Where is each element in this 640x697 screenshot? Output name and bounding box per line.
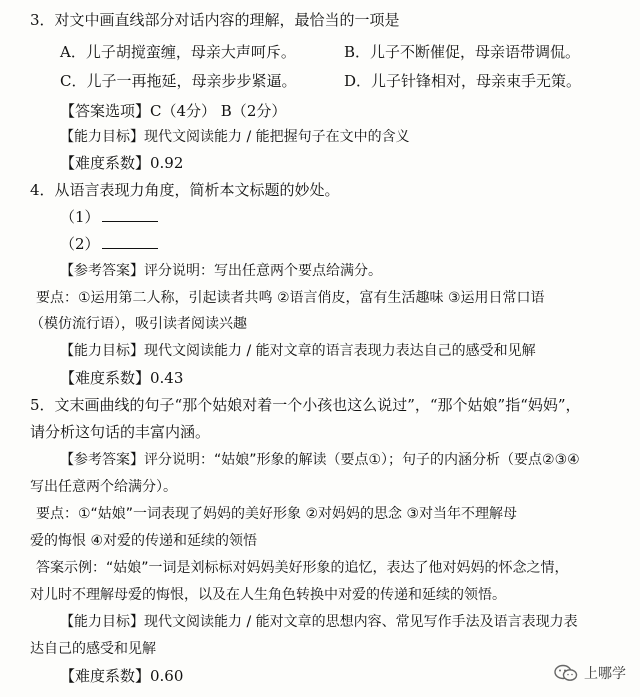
q4-blank-1 [60, 207, 158, 227]
watermark-text: 上哪学 [584, 666, 626, 682]
q3-option-d: D．儿子针锋相对，母亲束手无策。 [344, 72, 582, 90]
q5-example-line-1: 答案示例：“姑娘”一词是刘标标对妈妈美好形象的追忆，表达了他对妈妈的怀念之情， [36, 560, 569, 576]
q3-option-b: B．儿子不断催促，母亲语带调侃。 [344, 43, 581, 61]
answer-blank-line [102, 234, 158, 249]
watermark [554, 663, 626, 683]
q5-ability-line-2: 达自己的感受和见解 [30, 641, 156, 657]
q3-option-c: C．儿子一再拖延，母亲步步紧逼。 [60, 72, 297, 90]
q4-points-line-2: （模仿流行语），吸引读者阅读兴趣 [30, 316, 247, 332]
q4-blank-1-label: （1） [60, 208, 100, 226]
q5-ability-line-1: 【能力目标】现代文阅读能力 / 能对文章的思想内容、常见写作手法及语言表现力表 [60, 614, 578, 630]
q5-reference-line-1: 【参考答案】评分说明：“姑娘”形象的解读（要点①）；句子的内涵分析（要点②③④ [60, 452, 580, 468]
q5-stem-line-2: 请分析这句话的丰富内涵。 [30, 423, 211, 441]
q4-blank-2-label: （2） [60, 235, 100, 253]
q3-difficulty: 【难度系数】0.92 [60, 154, 184, 172]
q5-difficulty: 【难度系数】0.60 [60, 667, 184, 685]
q4-difficulty: 【难度系数】0.43 [60, 369, 184, 387]
q3-option-a: A．儿子胡搅蛮缠，母亲大声呵斥。 [60, 43, 296, 61]
q5-points-line-1: 要点：①“姑娘”一词表现了妈妈的美好形象 ②对妈妈的思念 ③对当年不理解母 [36, 506, 518, 522]
q3-answer: 【答案选项】C（4分） B（2分） [60, 102, 287, 120]
q4-stem: 4．从语言表现力角度，简析本文标题的妙处。 [30, 181, 340, 199]
q4-ability: 【能力目标】现代文阅读能力 / 能对文章的语言表现力表达自己的感受和见解 [60, 343, 536, 359]
q5-stem-line-1: 5．文末画曲线的句子“那个姑娘对着一个小孩也这么说过”，“那个姑娘”指“妈妈”， [30, 396, 581, 414]
q5-example-line-2: 对儿时不理解母爱的悔恨，以及在人生角色转换中对爱的传递和延续的领悟。 [30, 587, 506, 603]
q3-stem: 3．对文中画直线部分对话内容的理解，最恰当的一项是 [30, 11, 400, 29]
q4-reference: 【参考答案】评分说明：写出任意两个要点给满分。 [60, 263, 382, 279]
q5-reference-line-2: 写出任意两个给满分）。 [30, 479, 177, 495]
q4-blank-2 [60, 234, 158, 254]
wechat-icon [554, 664, 578, 682]
q5-points-line-2: 爱的悔恨 ④对爱的传递和延续的领悟 [30, 533, 258, 549]
q3-ability: 【能力目标】现代文阅读能力 / 能把握句子在文中的含义 [60, 129, 410, 145]
q4-points-line-1: 要点：①运用第二人称，引起读者共鸣 ②语言俏皮，富有生活趣味 ③运用日常口语 [36, 290, 545, 306]
answer-blank-line [102, 207, 158, 222]
